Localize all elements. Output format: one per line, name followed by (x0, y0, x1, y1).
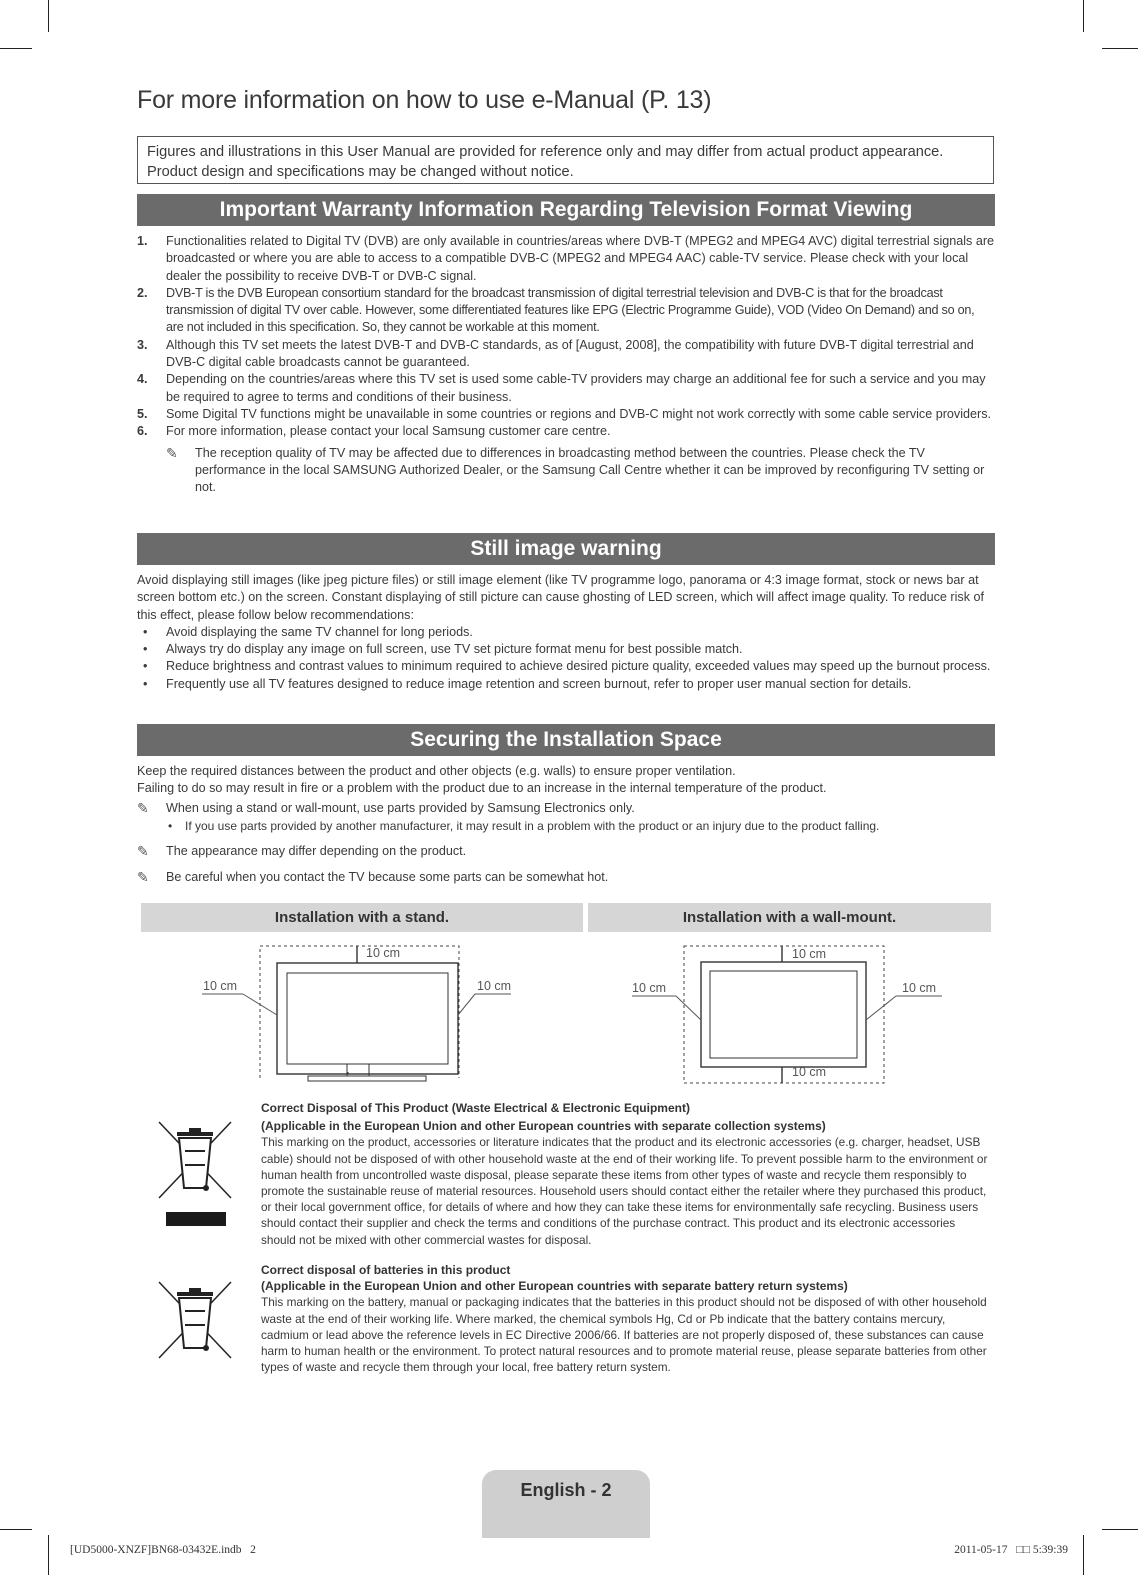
pencil-icon: ✎ (137, 842, 149, 859)
crop-mark (1102, 1529, 1138, 1530)
item-number: 6. (137, 424, 148, 439)
bullet-icon: • (168, 818, 173, 833)
installation-content (137, 763, 995, 886)
battery-body: This marking on the battery, manual or packaging indicates that the batteries in this product should not be disposed of with other household waste at the end of their working life. Where marked, the chemical symbols Hg, Cd or Pb indicate that the battery contains mercury, cadmium or lead above the reference levels in EC Directive 2006/66. If batteries are not properly disposed of, these substances can cause harm to human health or the environment. To protect natural resources and to promote material reuse, please separate batteries from other types of waste and recycle them through your local, free battery return system. (261, 1295, 987, 1375)
disclaimer-box (137, 136, 994, 184)
crossed-bin-icon (155, 1120, 235, 1230)
bullet-icon: • (143, 659, 148, 674)
list-item (137, 371, 995, 406)
battery-subtitle: (Applicable in the European Union and other European countries with separate battery return systems) (261, 1279, 848, 1294)
item-text: Although this TV set meets the latest DVB-T and DVB-C standards, as of [August, 2008], the compatibility with future DVB-T digital terrestrial and DVB-C digital cable broadcasts cannot be guaranteed. (166, 337, 974, 370)
list-item (137, 676, 995, 693)
bullet-icon: • (143, 676, 148, 691)
list-item (137, 337, 995, 372)
crop-mark (48, 1535, 49, 1575)
crop-mark (1083, 1535, 1084, 1575)
list-item (137, 658, 995, 675)
pencil-icon: ✎ (137, 799, 149, 816)
bullet-icon: • (143, 624, 148, 639)
still-image-intro: Avoid displaying still images (like jpeg picture files) or still image element (like TV programme logo, panorama or 4:3 image format, stock or news bar at screen bottom etc.) on the screen. Constant displaying of still picture can cause ghosting of LED screen, which will affect image quality. To reduce risk of this effect, please follow below recommendations: (137, 573, 985, 622)
crop-mark (1083, 0, 1084, 32)
item-text: Frequently use all TV features designed to reduce image retention and screen burnout, refer to proper user manual section for details. (166, 676, 912, 691)
installation-section-header: Securing the Installation Space (137, 724, 995, 756)
list-item (137, 406, 995, 423)
note-row (137, 843, 995, 860)
disclaimer-line: Product design and specifications may be changed without notice. (147, 164, 574, 180)
item-number: 3. (137, 337, 148, 352)
wall-installation-header: Installation with a wall-mount. (588, 903, 991, 932)
item-text: Always try do display any image on full screen, use TV set picture format menu for best possible match. (166, 642, 743, 657)
warranty-list (137, 233, 995, 496)
stand-installation-header: Installation with a stand. (141, 903, 583, 932)
page-title: For more information on how to use e-Manual (P. 13) (137, 86, 712, 114)
item-number: 4. (137, 372, 148, 387)
stand-clearance-diagram (195, 940, 525, 1082)
list-item (137, 818, 995, 835)
dimension-label: 10 cm (792, 947, 827, 961)
weee-disposal-block (261, 1100, 989, 1248)
item-text: Avoid displaying the same TV channel for long periods. (166, 624, 473, 639)
weee-subtitle: (Applicable in the European Union and other European countries with separate collection systems) (261, 1119, 826, 1134)
list-item (137, 624, 995, 641)
dimension-label: 10 cm (632, 981, 667, 995)
item-text: Reduce brightness and contrast values to minimum required to achieve desired picture quality, exceeded values may speed up the burnout process. (166, 659, 991, 674)
weee-title: Correct Disposal of This Product (Waste Electrical & Electronic Equipment) (261, 1101, 690, 1115)
item-text: Some Digital TV functions might be unavailable in some countries or regions and DVB-C might not work correctly with some cable service providers. (166, 406, 992, 421)
dimension-label: 10 cm (792, 1065, 827, 1079)
crop-mark (48, 0, 49, 32)
crop-mark (0, 1529, 32, 1530)
bullet-icon: • (143, 642, 148, 657)
item-text: Depending on the countries/areas where this TV set is used some cable-TV providers may charge an additional fee for such a service and you may be required to agree to terms and conditions of their business. (166, 372, 986, 404)
dimension-label: 10 cm (366, 946, 401, 960)
note-text: Be careful when you contact the TV because some parts can be somewhat hot. (166, 870, 609, 885)
note-text: The appearance may differ depending on the product. (166, 843, 467, 858)
list-item (137, 641, 995, 658)
item-text: DVB-T is the DVB European consortium standard for the broadcast transmission of digital terrestrial television and DVB-C is that for the broadcast transmission of digital TV over cable. However, some differentiated features like EPG (Electric Programme Guide), VOD (Video On Demand) and so on, are not included in this specification. So, they cannot be workable at this moment. (166, 285, 975, 335)
list-item (137, 285, 995, 337)
crossed-bin-icon (155, 1280, 235, 1362)
pencil-icon: ✎ (137, 869, 149, 886)
dimension-label: 10 cm (203, 979, 238, 993)
still-image-content (137, 572, 995, 693)
print-slug-left: [UD5000-XNZF]BN68-03432E.indb 2 (70, 1544, 256, 1556)
item-number: 2. (137, 285, 148, 300)
item-number: 5. (137, 406, 148, 421)
dimension-label: 10 cm (902, 981, 937, 995)
note-row (137, 800, 995, 817)
still-image-section-header: Still image warning (137, 533, 995, 565)
page-number-tab: English - 2 (482, 1470, 650, 1538)
disclaimer-line: Figures and illustrations in this User Manual are provided for reference only and may differ from actual product appearance. (147, 144, 944, 160)
note-row (137, 445, 995, 497)
note-row (137, 869, 995, 886)
item-text: If you use parts provided by another manufacturer, it may result in a problem with the product or an injury due to the product falling. (185, 818, 880, 833)
print-slug-right: 2011-05-17 □□ 5:39:39 (954, 1544, 1068, 1556)
item-text: For more information, please contact your local Samsung customer care centre. (166, 424, 611, 439)
wall-mount-clearance-diagram (628, 942, 948, 1086)
list-item (137, 233, 995, 285)
installation-line: Keep the required distances between the product and other objects (e.g. walls) to ensure proper ventilation. (137, 764, 736, 778)
battery-title: Correct disposal of batteries in this product (261, 1263, 511, 1277)
item-text: Functionalities related to Digital TV (DVB) are only available in countries/areas where DVB-T (MPEG2 and MPEG4 AVC) digital terrestrial signals are broadcasted or where you are able to access to a compatible DVB-C (MPEG2 and MPEG4 AAC) cable-TV service. Please check with your local dealer the possibility to receive DVB-T or DVB-C signal. (166, 234, 995, 283)
list-item (137, 423, 995, 440)
crop-mark (1102, 48, 1138, 49)
item-number: 1. (137, 234, 148, 248)
note-text: When using a stand or wall-mount, use parts provided by Samsung Electronics only. (166, 800, 635, 815)
pencil-icon: ✎ (166, 444, 178, 461)
dimension-label: 10 cm (477, 979, 512, 993)
crop-mark (0, 48, 32, 49)
battery-disposal-block (261, 1262, 989, 1375)
weee-body: This marking on the product, accessories or literature indicates that the product and its electronic accessories (e.g. charger, headset, USB cable) should not be disposed of with other household waste at the end of their working life. To prevent possible harm to the environment or human health from uncontrolled waste disposal, please separate these items from other types of waste and recycle them responsibly to promote the sustainable reuse of material resources. Household users should contact either the retailer where they purchased this product, or their local government office, for details of where and how they can take these items for environmentally safe recycling. Business users should contact their supplier and check the terms and conditions of the purchase contract. This product and its electronic accessories should not be mixed with other commercial wastes for disposal. (261, 1135, 988, 1247)
warranty-section-header: Important Warranty Information Regarding Television Format Viewing (137, 194, 995, 226)
installation-line: Failing to do so may result in fire or a problem with the product due to an increase in the internal temperature of the product. (137, 781, 827, 796)
note-text: The reception quality of TV may be affected due to differences in broadcasting method between the countries. Please check the TV performance in the local SAMSUNG Authorized Dealer, or the Samsung Call Centre whether it can be improved by reconfiguring TV setting or not. (195, 445, 985, 495)
